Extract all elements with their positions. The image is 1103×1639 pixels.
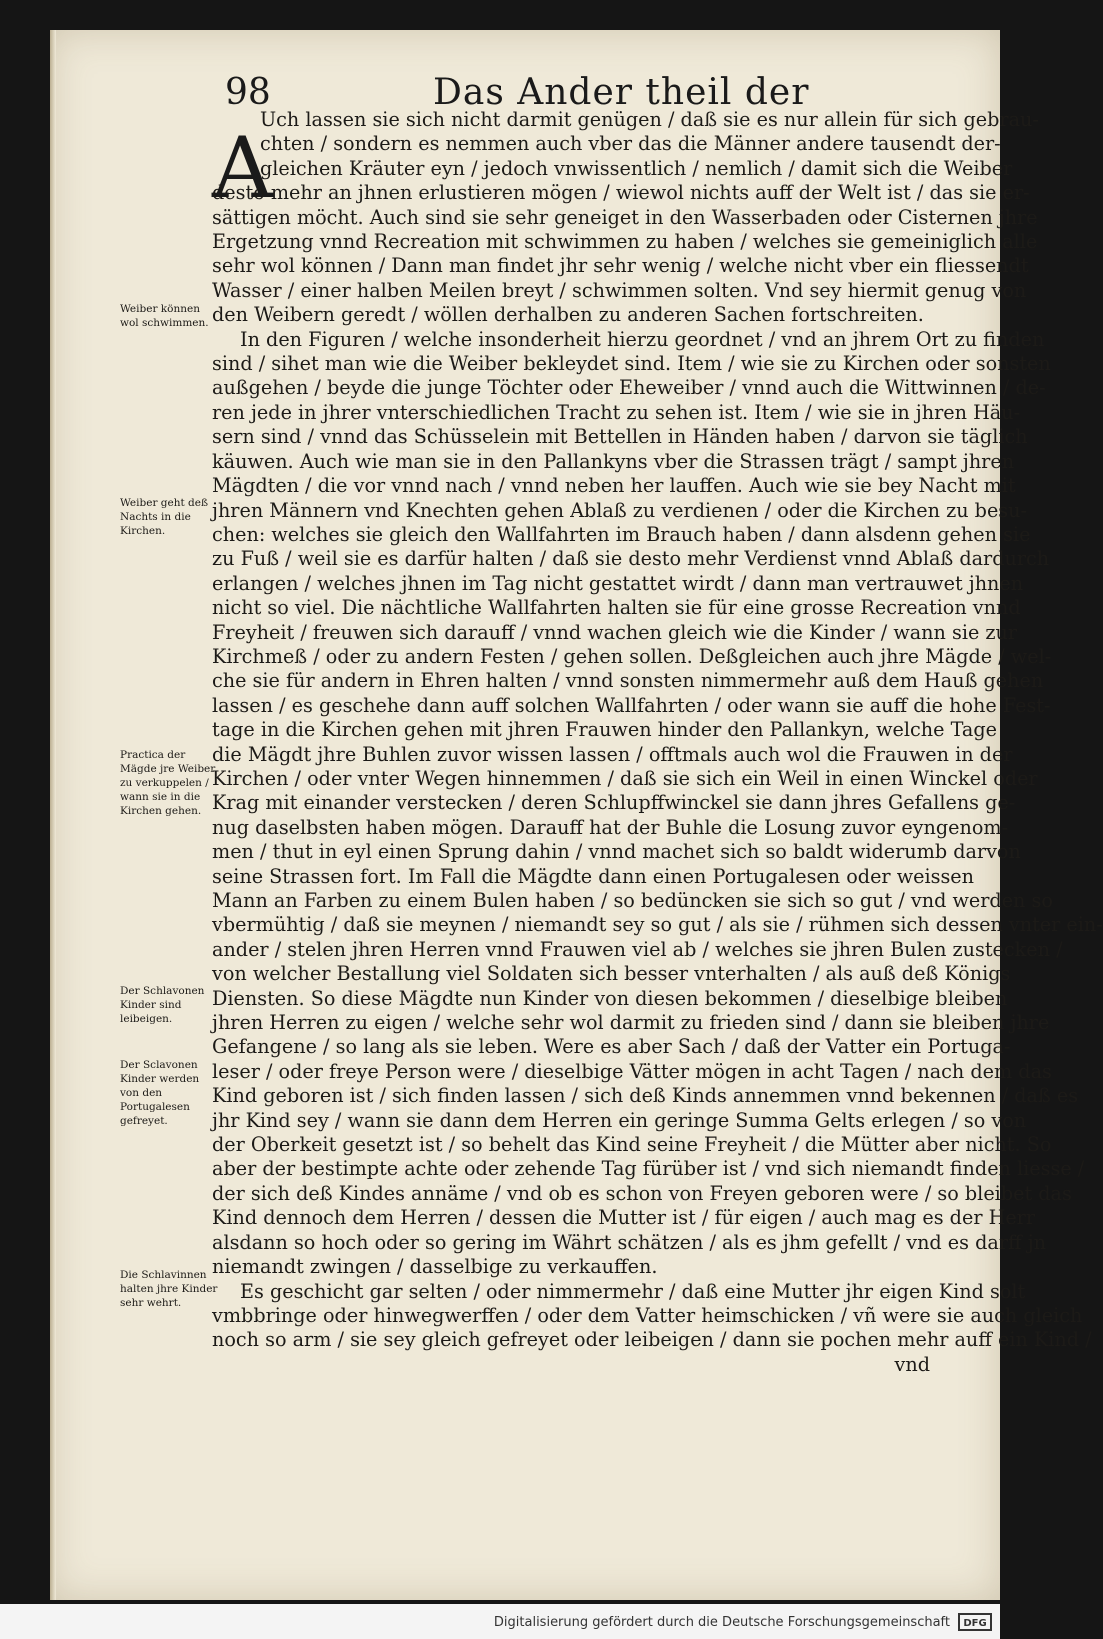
text-line: sättigen möcht. Auch sind sie sehr geneiget in den Wasserbaden oder Cisternen jhre (212, 205, 1038, 229)
text-line: seine Strassen fort. Im Fall die Mägdte dann einen Portugalesen oder weissen (212, 864, 975, 888)
text-line: che sie für andern in Ehren halten / vnnd sonsten nimmermehr auß dem Hauß gehen (212, 669, 1044, 693)
text-line: sern sind / vnnd das Schüsselein mit Bettellen in Händen haben / darvon sie täglich (212, 425, 1028, 449)
text-line: chten / sondern es nemmen auch vber das die Männer andere tausendt der‑ (260, 132, 1001, 156)
text-line: Es geschicht gar selten / oder nimmermehr / daß eine Mutter jhr eigen Kind solt (240, 1279, 1026, 1303)
funding-notice: Digitalisierung gefördert durch die Deutsche Forschungsgemeinschaft (493, 1615, 950, 1630)
marginal-note: Die Schlavinnen halten jhre Kinder sehr wehrt. (120, 1269, 218, 1309)
text-line: jhren Herren zu eigen / welche sehr wol darmit zu frieden sind / dann sie bleiben jhre (212, 1011, 1050, 1035)
text-line: Gefangene / so lang als sie leben. Were es aber Sach / daß der Vatter ein Portuga‑ (212, 1035, 1011, 1059)
text-line: In den Figuren / welche insonderheit hierzu geordnet / vnd an jhrem Ort zu finden (240, 327, 1045, 351)
text-line: noch so arm / sie sey gleich gefreyet oder leibeigen / dann sie pochen mehr auff ein Kind / (212, 1328, 1092, 1352)
text-line: vnd (894, 1352, 930, 1376)
marginal-note: Practica der Mägde jre Weiber zu verkuppelen / wann sie in die Kirchen gehen. (120, 749, 216, 817)
text-line: jhren Männern vnd Knechten gehen Ablaß zu verdienen / oder die Kirchen zu besu‑ (212, 498, 1027, 522)
marginal-note: Weiber geht deß Nachts in die Kirchen. (120, 497, 209, 537)
text-line: leser / oder freye Person were / dieselbige Vätter mögen in acht Tagen / nach dem das (212, 1059, 1052, 1083)
text-line: ander / stelen jhren Herren vnnd Frauwen viel ab / welches sie jhren Bulen zustecken / (212, 937, 1063, 961)
text-line: nicht so viel. Die nächtliche Wallfahrten halten sie für eine grosse Recreation vnnd (212, 596, 1021, 620)
text-line: den Weibern geredt / wöllen derhalben zu anderen Sachen fortschreiten. (212, 303, 924, 327)
footer-bar (0, 1604, 1000, 1639)
running-title: Das Ander theil der (433, 72, 810, 113)
text-line: vmbbringe oder hinwegwerffen / oder dem Vatter heimschicken / vñ were sie auch gleich (212, 1303, 1083, 1327)
dfg-logo: DFG (958, 1613, 992, 1631)
marginal-note: Der Schlavonen Kinder sind leibeigen. (120, 985, 205, 1025)
text-line: Mägdten / die vor vnnd nach / vnnd neben her lauffen. Auch wie sie bey Nacht mit (212, 474, 1016, 498)
text-line: sind / sihet man wie die Weiber bekleydet sind. Item / wie sie zu Kirchen oder sonsten (212, 352, 1051, 376)
marginal-note: Der Sclavonen Kinder werden von den Portugalesen gefreyet. (120, 1059, 200, 1127)
main-text (212, 108, 1103, 1377)
text-line: chen: welches sie gleich den Wallfahrten im Brauch haben / dann alsdenn gehen sie (212, 522, 1031, 546)
text-line: Uch lassen sie sich nicht darmit genügen / daß sie es nur allein für sich gebrau‑ (260, 108, 1039, 131)
text-line: alsdann so hoch oder so gering im Währt schätzen / als es jhm gefellt / vnd es darff jn (212, 1230, 1047, 1254)
text-line: men / thut in eyl einen Sprung dahin / vnnd machet sich so baldt widerumb darvon (212, 840, 1021, 864)
text-line: vbermühtig / daß sie meynen / niemandt sey so gut / als sie / rühmen sich dessen vnter ein‑ (212, 913, 1103, 937)
text-line: der Oberkeit gesetzt ist / so behelt das Kind seine Freyheit / die Mütter aber nicht. So (212, 1133, 1052, 1157)
text-line: jhr Kind sey / wann sie dann dem Herren ein geringe Summa Gelts erlegen / so von (212, 1108, 1027, 1132)
text-line: zu Fuß / weil sie es darfür halten / daß sie desto mehr Verdienst vnnd Ablaß dardurch (212, 547, 1050, 571)
text-line: gleichen Kräuter eyn / jedoch vnwissentlich / nemlich / damit sich die Weiber (260, 156, 1013, 180)
text-line: tage in die Kirchen gehen mit jhren Frauwen hinder den Pallankyn, welche Tage (212, 718, 997, 742)
text-line: Freyheit / freuwen sich darauff / vnnd wachen gleich wie die Kinder / wann sie zur (212, 620, 1018, 644)
text-line: Kirchmeß / oder zu andern Festen / gehen sollen. Deßgleichen auch jhre Mägde / wel‑ (212, 644, 1052, 668)
text-line: sehr wol können / Dann man findet jhr sehr wenig / welche nicht vber ein fliessendt (212, 254, 1029, 278)
text-line: der sich deß Kindes annäme / vnd ob es schon von Freyen geboren were / so bleibet das (212, 1181, 1072, 1205)
text-line: Wasser / einer halben Meilen breyt / schwimmen solten. Vnd sey hiermit genug von (212, 278, 1027, 302)
text-line: käuwen. Auch wie man sie in den Pallankyns vber die Strassen trägt / sampt jhren (212, 449, 1015, 473)
text-line: die Mägdt jhre Buhlen zuvor wissen lassen / offtmals auch wol die Frauwen in der (212, 742, 1013, 766)
text-line: Kirchen / oder vnter Wegen hinnemmen / daß sie sich ein Weil in einen Winckel oder (212, 766, 1038, 790)
text-line: ren jede in jhrer vnterschiedlichen Tracht zu sehen ist. Item / wie sie in jhren Häu‑ (212, 400, 1021, 424)
text-line: niemandt zwingen / dasselbige zu verkauffen. (212, 1255, 658, 1279)
text-line: nug daselbsten haben mögen. Darauff hat der Buhle die Losung zuvor eyngenom‑ (212, 815, 1009, 839)
page-edge (50, 30, 56, 1600)
drop-cap: A (212, 119, 273, 217)
text-line: desto mehr an jhnen erlustieren mögen / wiewol nichts auff der Welt ist / das sie er‑ (212, 181, 1030, 205)
text-line: Krag mit einander verstecken / deren Schlupffwinckel sie dann jhres Gefallens ge‑ (212, 791, 1016, 815)
marginal-note: Weiber können wol schwimmen. (120, 303, 209, 329)
text-line: Kind geboren ist / sich finden lassen / sich deß Kinds annemmen vnnd bekennen / daß es (212, 1084, 1079, 1108)
text-line: außgehen / beyde die junge Töchter oder Eheweiber / vnnd auch die Wittwinnen / de‑ (212, 376, 1046, 400)
text-line: Ergetzung vnnd Recreation mit schwimmen zu haben / welches sie gemeiniglich alle (212, 230, 1038, 254)
text-line: Mann an Farben zu einem Bulen haben / so bedüncken sie sich so gut / vnd werden so (212, 889, 1053, 912)
page-number: 98 (225, 72, 271, 113)
text-line: von welcher Bestallung viel Soldaten sich besser vnterhalten / als auß deß Königs (212, 962, 1011, 986)
text-line: erlangen / welches jhnen im Tag nicht gestattet wirdt / dann man vertrauwet jhnen (212, 571, 1024, 595)
text-line: aber der bestimpte achte oder zehende Tag fürüber ist / vnd sich niemandt finden liesse / (212, 1157, 1085, 1181)
text-line: lassen / es geschehe dann auff solchen Wallfahrten / oder wann sie auff die hohe Fest‑ (212, 693, 1051, 717)
text-line: Kind dennoch dem Herren / dessen die Mutter ist / für eigen / auch mag es der Herr (212, 1206, 1036, 1230)
text-line: Diensten. So diese Mägdte nun Kinder von diesen bekommen / dieselbige bleiben (212, 986, 1008, 1010)
